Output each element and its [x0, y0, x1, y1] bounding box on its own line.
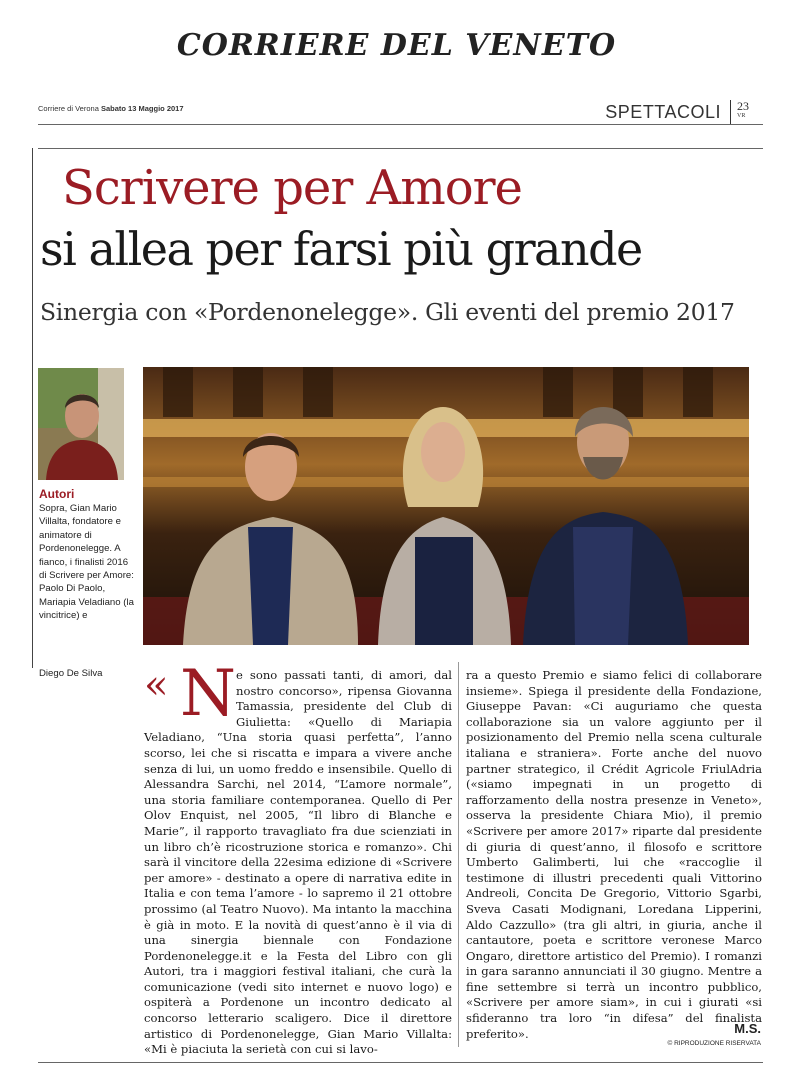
- article-text-1: e sono passati tanti, di amori, dal nostro concorso», ripensa Giovanna Tamassia, presidente del Club di Giulietta: «Quello di Mariapia Veladiano, “Una storia quasi perfetta”, l’anno scorso, lei che si riscatta e impara a vivere anche senza di lui, un uomo freddo e insensibile. Quello di Alessandra Sarchi, nel 2014, “L’amore normale”, una storia familiare contemporanea. Quello di Per Olov Enquist, nel 2005, “Il libro di Blanche e Marie”, il rapporto travagliato fra due scienziati in un libro ch’è ricostruzione storica e romanzo». Chi sarà il vincitore della 22esima edizione di «Scrivere per amore» - destinato a opere di narrativa edite in Italia e con tema l’amore - lo sapremo il 21 ottobre prossimo (al Teatro Nuovo). Ma intanto la macchina è già in moto. E la novità di quest’anno è il via di una sinergia biennale con Fondazione Pordenonelegge.it e la Festa del Libro con gli Autori, tra i maggiori festival italiani, che curà la comunicazione (vedi sito internet e nuovo logo) e ospiterà a Pordenone un incontro dedicato al concorso letterario scaligero. Dice il direttore artistico di Pordenonelegge, Gian Mario Villalta: «Mi è piaciuta la serietà con cui si lavo-: [144, 668, 452, 1057]
- footer-rule: [38, 1062, 763, 1063]
- paper-name: Corriere di Verona: [38, 104, 99, 113]
- section-label: SPETTACOLI: [605, 102, 721, 122]
- issue-date: Sabato 13 Maggio 2017: [100, 104, 184, 113]
- masthead: CORRIERE DEL VENETO: [176, 28, 617, 63]
- drop-letter: N: [180, 657, 236, 731]
- header-rule-2: [38, 148, 763, 149]
- rights-notice: © RIPRODUZIONE RISERVATA: [667, 1040, 761, 1047]
- article-column-2: [466, 668, 762, 1042]
- page-separator: [730, 100, 731, 124]
- page-number-value: 23: [737, 99, 749, 113]
- author-signature: M.S.: [734, 1021, 761, 1036]
- page-edition: VR: [737, 113, 746, 119]
- headline-main: si allea per farsi più grande: [40, 222, 642, 276]
- page-number: [737, 101, 749, 121]
- drop-cap: [144, 657, 236, 731]
- header-rule: [38, 124, 763, 125]
- caption-heading: Autori: [39, 487, 75, 501]
- main-photo: [143, 367, 749, 645]
- issue-meta: [38, 104, 184, 113]
- article-text-2: ra a questo Premio e siamo felici di collaborare insieme». Spiega il presidente della Fondazione, Giuseppe Pavan: «Ci auguriamo che questa collaborazione sia un valore aggiunto per il posizionamento del Premio nella scena culturale italiana e straniera». Forte anche del nuovo partner strategico, il Crédit Agricole FriulAdria («siamo impegnati in un progetto di rafforzamento della nostra presenze in Veneto», osserva la presidente Chiara Mio), il premio «Scrivere per amore 2017» riparte dal presidente di giuria di quest’anno, il filosofo e scrittore Umberto Galimberti, lui che «raccoglie il testimone di illustri precedenti quali Vittorino Andreoli, Concita De Gregorio, Vittorio Sgarbi, Sveva Casati Modignani, Loredana Lipperini, Aldo Cazzullo» (tra gli altri, in giuria, anche il cantautore, poeta e scrittore veronese Marco Ongaro, direttore artistico del Premio). I romanzi in gara saranno annunciati il 30 giugno. Mentre a fine settembre si terrà un incontro pubblico, «Scrivere per amore siam», in cui i giurati «si sfideranno tra loro “in difesa” del finalista preferito».: [466, 668, 762, 1041]
- photo-caption: Sopra, Gian Mario Villalta, fondatore e animatore di Pordenonelegge. A fianco, i finalisti 2016 di Scrivere per Amore: Paolo Di Paolo, Mariapia Veladiano (la vincitrice) e: [39, 503, 134, 622]
- caption-continuation: Diego De Silva: [39, 668, 103, 679]
- opening-quote: «: [144, 662, 169, 708]
- left-rule: [32, 148, 33, 668]
- headline-subtitle: Sinergia con «Pordenonelegge». Gli eventi del premio 2017: [40, 298, 735, 326]
- article-column-1: [144, 657, 452, 1058]
- portrait-photo: [38, 368, 124, 480]
- column-separator: [458, 662, 459, 1047]
- headline-kicker: Scrivere per Amore: [62, 160, 522, 216]
